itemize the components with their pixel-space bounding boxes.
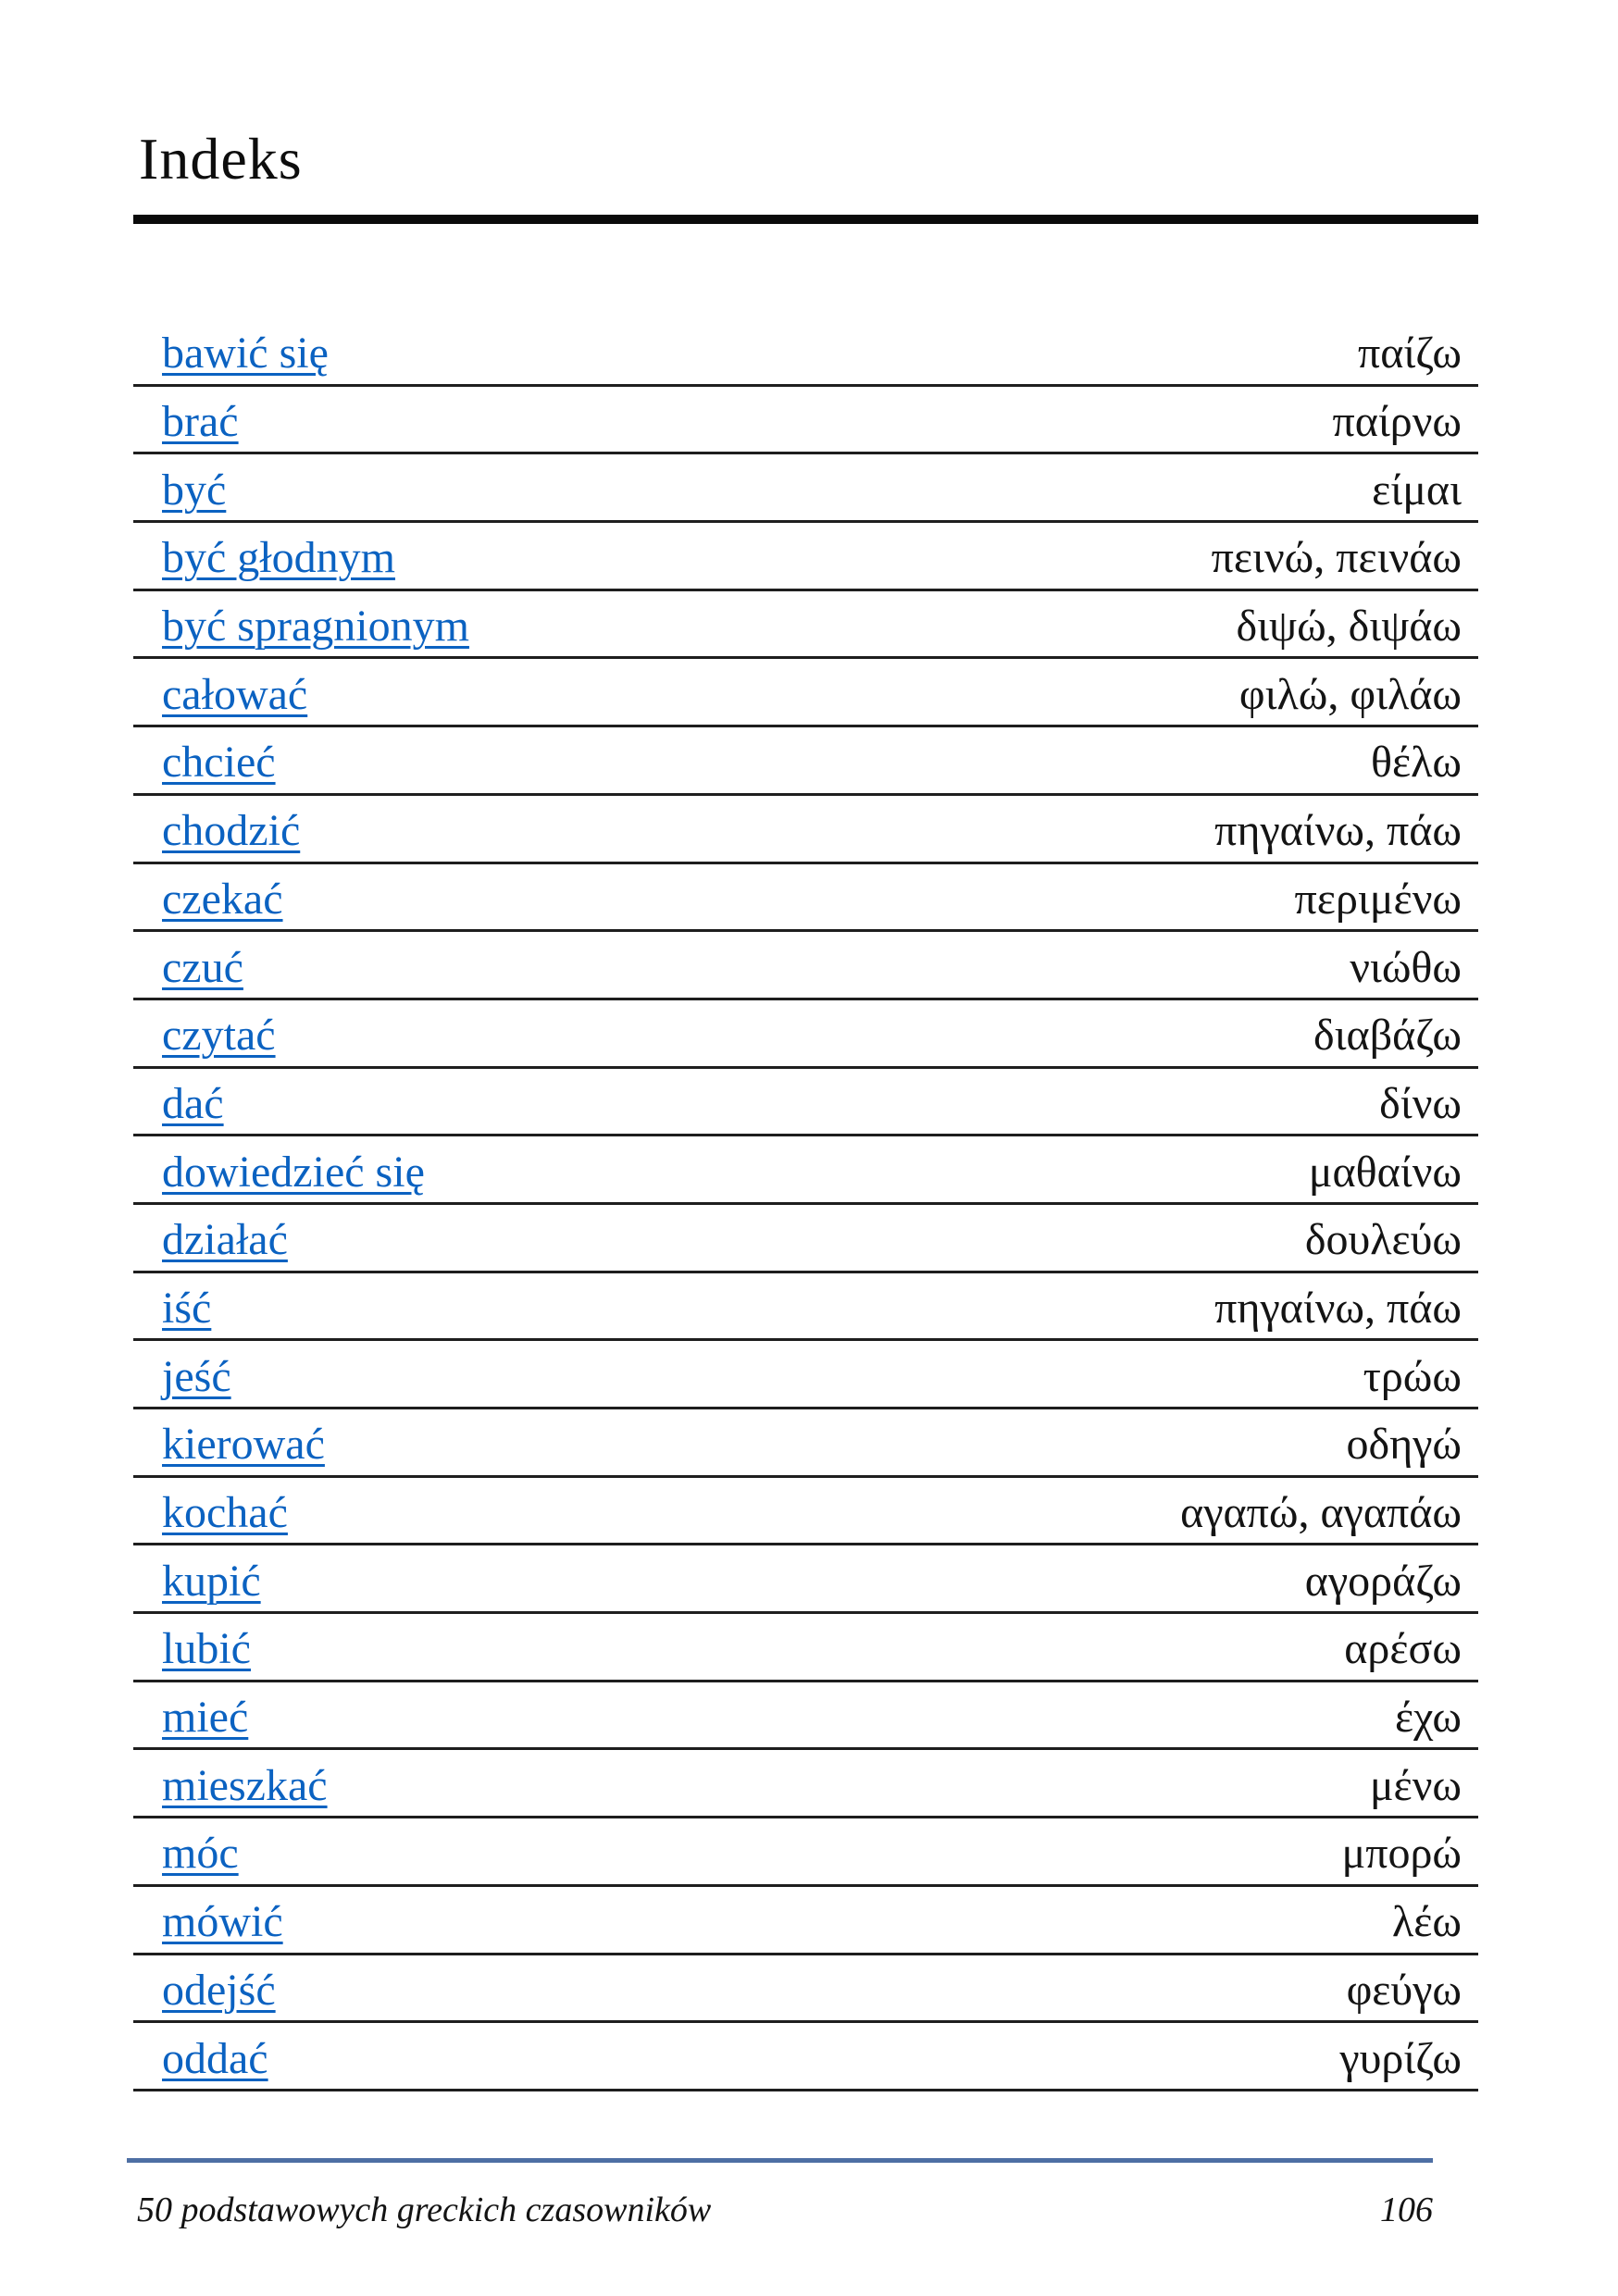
table-row (133, 932, 1478, 1000)
polish-term-link[interactable]: czekać (162, 874, 283, 924)
polish-term-link[interactable]: odejść (162, 1965, 276, 2015)
greek-translation: τρώω (1363, 1351, 1462, 1401)
polish-term-link[interactable]: oddać (162, 2033, 268, 2083)
polish-term-link[interactable]: dowiedzieć się (162, 1147, 425, 1197)
table-row (133, 727, 1478, 796)
table-row (133, 1750, 1478, 1818)
greek-translation: περιμένω (1294, 874, 1462, 924)
table-row (133, 387, 1478, 455)
greek-translation: διαβάζω (1313, 1011, 1462, 1061)
polish-term-link[interactable]: móc (162, 1829, 239, 1879)
polish-term-link[interactable]: brać (162, 397, 239, 447)
book-title-footer: 50 podstawowych greckich czasowników (137, 2191, 712, 2229)
polish-term-link[interactable]: kupić (162, 1556, 261, 1606)
polish-term-link[interactable]: czytać (162, 1011, 276, 1061)
polish-term-link[interactable]: być głodnym (162, 533, 395, 583)
table-row (133, 318, 1478, 387)
greek-translation: πεινώ, πεινάω (1211, 533, 1462, 583)
polish-term-link[interactable]: iść (162, 1283, 212, 1333)
polish-term-link[interactable]: chodzić (162, 806, 301, 856)
polish-term-link[interactable]: całować (162, 669, 308, 719)
table-row (133, 1478, 1478, 1546)
polish-term-link[interactable]: być (162, 465, 227, 515)
greek-translation: μένω (1369, 1760, 1462, 1810)
page-title: Indeks (139, 126, 303, 192)
greek-translation: λέω (1391, 1897, 1462, 1947)
polish-term-link[interactable]: bawić się (162, 329, 329, 379)
table-row (133, 2023, 1478, 2091)
table-row (133, 864, 1478, 933)
table-row (133, 1069, 1478, 1137)
table-row (133, 659, 1478, 727)
table-row (133, 1955, 1478, 2024)
table-row (133, 591, 1478, 660)
table-row (133, 1000, 1478, 1069)
page-footer (137, 2190, 1433, 2230)
polish-term-link[interactable]: dać (162, 1078, 224, 1128)
greek-translation: είμαι (1372, 465, 1462, 515)
polish-term-link[interactable]: kochać (162, 1488, 288, 1538)
table-row (133, 1682, 1478, 1751)
table-row (133, 1273, 1478, 1342)
greek-translation: δίνω (1379, 1078, 1462, 1128)
table-row (133, 796, 1478, 864)
table-row (133, 454, 1478, 523)
index-table (133, 318, 1478, 2091)
greek-translation: αγοράζω (1304, 1556, 1462, 1606)
greek-translation: μαθαίνω (1308, 1147, 1462, 1197)
table-row (133, 1818, 1478, 1887)
table-row (133, 523, 1478, 591)
table-row (133, 1545, 1478, 1614)
footer-divider-rule (127, 2158, 1433, 2163)
greek-translation: παίζω (1357, 329, 1462, 379)
table-row (133, 1205, 1478, 1273)
greek-translation: φεύγω (1346, 1965, 1462, 2015)
greek-translation: φιλώ, φιλάω (1238, 669, 1462, 719)
greek-translation: οδηγώ (1346, 1420, 1462, 1470)
greek-translation: θέλω (1370, 738, 1462, 788)
table-row (133, 1887, 1478, 1955)
polish-term-link[interactable]: czuć (162, 942, 243, 992)
polish-term-link[interactable]: mieć (162, 1693, 249, 1743)
greek-translation: νιώθω (1350, 942, 1462, 992)
table-row (133, 1136, 1478, 1205)
greek-translation: διψώ, διψάω (1236, 602, 1462, 652)
greek-translation: παίρνω (1332, 397, 1462, 447)
table-row (133, 1409, 1478, 1478)
greek-translation: έχω (1395, 1693, 1462, 1743)
greek-translation: δουλεύω (1304, 1215, 1462, 1265)
page-number: 106 (1380, 2191, 1433, 2229)
greek-translation: αρέσω (1344, 1624, 1462, 1674)
polish-term-link[interactable]: działać (162, 1215, 288, 1265)
greek-translation: πηγαίνω, πάω (1214, 1283, 1462, 1333)
greek-translation: μπορώ (1341, 1829, 1462, 1879)
polish-term-link[interactable]: chcieć (162, 738, 276, 788)
polish-term-link[interactable]: mieszkać (162, 1760, 328, 1810)
polish-term-link[interactable]: mówić (162, 1897, 283, 1947)
greek-translation: πηγαίνω, πάω (1214, 806, 1462, 856)
polish-term-link[interactable]: lubić (162, 1624, 251, 1674)
title-divider-rule (133, 215, 1478, 224)
polish-term-link[interactable]: jeść (162, 1351, 231, 1401)
table-row (133, 1614, 1478, 1682)
greek-translation: γυρίζω (1339, 2033, 1462, 2083)
table-row (133, 1341, 1478, 1409)
polish-term-link[interactable]: kierować (162, 1420, 325, 1470)
polish-term-link[interactable]: być spragnionym (162, 602, 469, 652)
greek-translation: αγαπώ, αγαπάω (1180, 1488, 1462, 1538)
